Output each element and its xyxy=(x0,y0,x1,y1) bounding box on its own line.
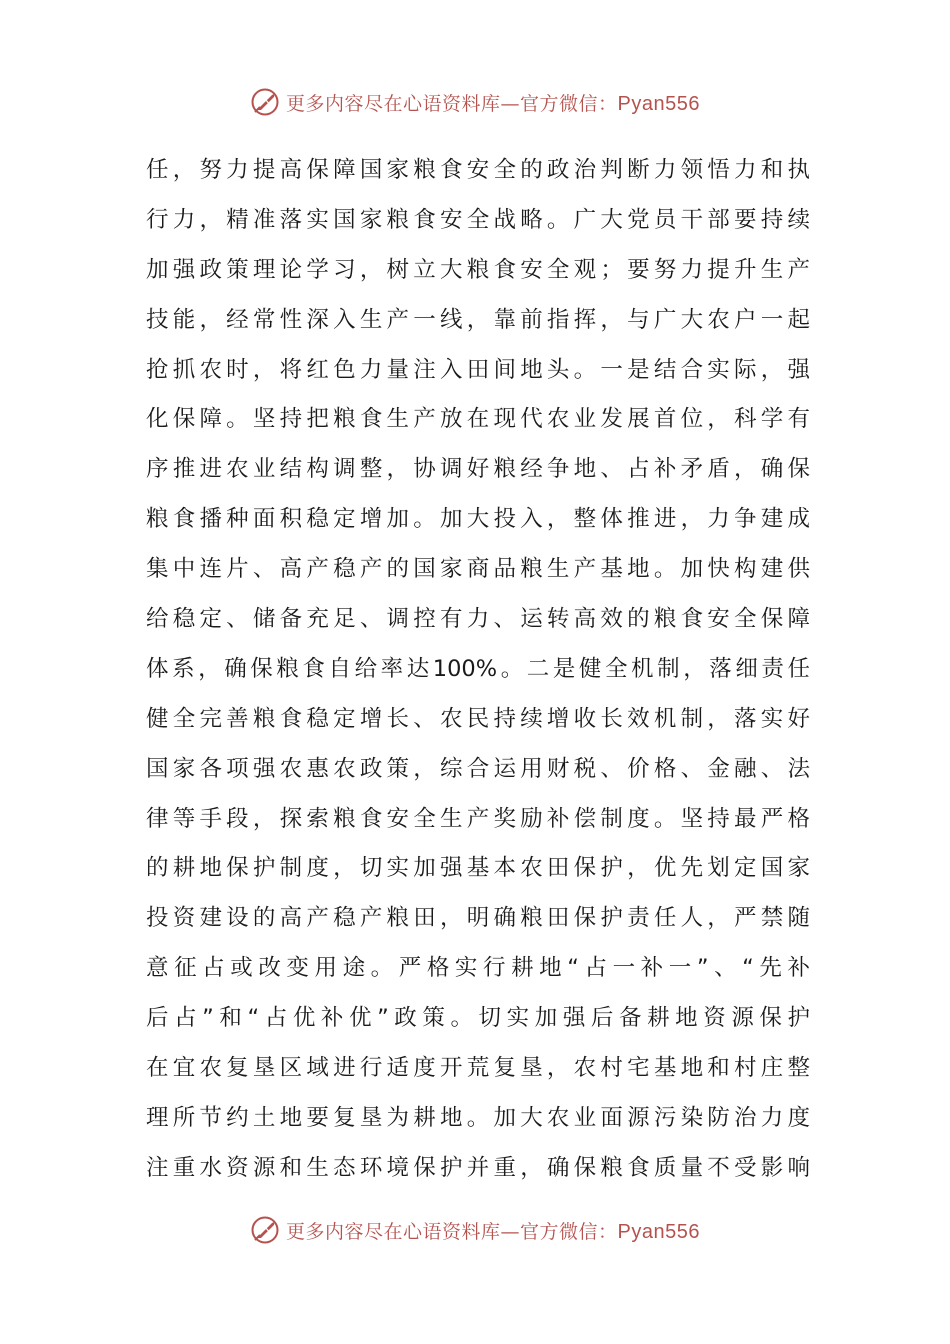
body-line: 注重水资源和生态环境保护并重，确保粮食质量不受影响 xyxy=(146,1154,810,1181)
header-banner xyxy=(0,82,950,122)
footer-banner xyxy=(0,1210,950,1250)
footer-banner-label: 更多内容尽在心语资料库—官方微信： xyxy=(286,1220,618,1243)
body-line: 序推进农业结构调整，协调好粮经争地、占补矛盾，确保 xyxy=(146,456,810,483)
body-line: 投资建设的高产稳产粮田，明确粮田保护责任人，严禁随 xyxy=(146,905,810,932)
header-banner-text xyxy=(286,89,700,116)
body-line: 化保障。坚持把粮食生产放在现代农业发展首位，科学有 xyxy=(146,406,810,433)
body-line: 体系，确保粮食自给率达100%。二是健全机制，落细责任 xyxy=(146,655,810,682)
body-line: 行力，精准落实国家粮食安全战略。广大党员干部要持续 xyxy=(146,206,810,233)
footer-banner-wechat-id: Pyan556 xyxy=(617,1220,700,1243)
body-line: 理所节约土地要复垦为耕地。加大农业面源污染防治力度 xyxy=(146,1104,810,1131)
body-line: 后占”和“占优补优”政策。切实加强后备耕地资源保护 xyxy=(146,1005,810,1032)
footer-banner-text xyxy=(286,1217,700,1244)
body-line: 国家各项强农惠农政策，综合运用财税、价格、金融、法 xyxy=(146,755,810,782)
body-line: 意征占或改变用途。严格实行耕地“占一补一”、“先补 xyxy=(146,955,810,982)
body-line: 技能，经常性深入生产一线，靠前指挥，与广大农户一起 xyxy=(146,306,810,333)
body-line: 任，努力提高保障国家粮食安全的政治判断力领悟力和执 xyxy=(146,157,810,183)
body-line: 粮食播种面积稳定增加。加大投入，整体推进，力争建成 xyxy=(146,506,810,533)
header-banner-wechat-id: Pyan556 xyxy=(617,92,700,115)
body-line: 抢抓农时，将红色力量注入田间地头。一是结合实际，强 xyxy=(146,356,810,383)
body-line: 给稳定、储备充足、调控有力、运转高效的粮食安全保障 xyxy=(146,606,810,633)
body-line: 加强政策理论学习，树立大粮食安全观；要努力提升生产 xyxy=(146,256,810,283)
body-line: 集中连片、高产稳产的国家商品粮生产基地。加快构建供 xyxy=(146,556,810,583)
body-line: 健全完善粮食稳定增长、农民持续增收长效机制，落实好 xyxy=(146,705,810,732)
quill-logo-icon xyxy=(250,87,280,117)
body-line: 的耕地保护制度，切实加强基本农田保护，优先划定国家 xyxy=(146,855,810,882)
header-banner-label: 更多内容尽在心语资料库—官方微信： xyxy=(286,92,618,115)
document-body xyxy=(146,146,810,1194)
body-line: 在宜农复垦区域进行适度开荒复垦，农村宅基地和村庄整 xyxy=(146,1055,810,1082)
quill-logo-icon xyxy=(250,1215,280,1245)
body-line: 律等手段，探索粮食安全生产奖励补偿制度。坚持最严格 xyxy=(146,805,810,832)
